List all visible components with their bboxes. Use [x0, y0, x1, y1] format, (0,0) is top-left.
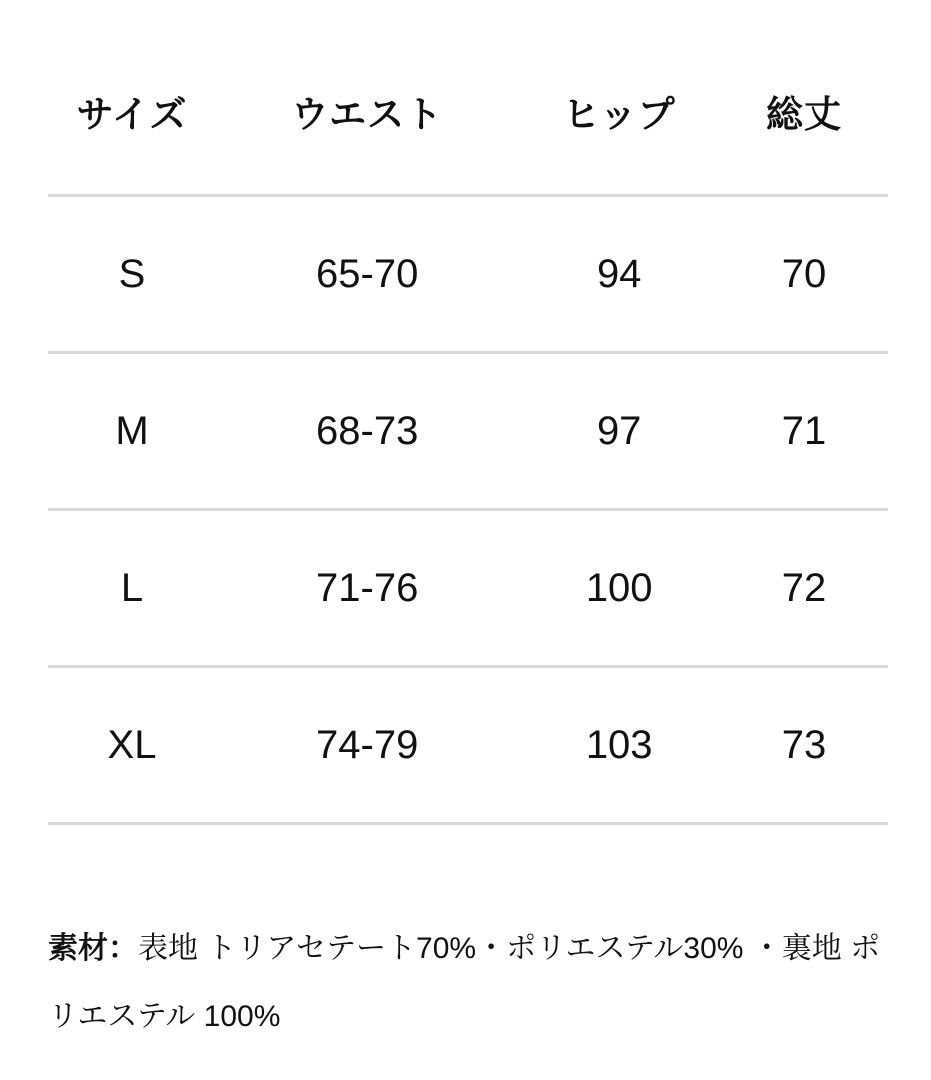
size-cell: S — [48, 196, 216, 353]
material-line-1 — [48, 915, 886, 983]
waist-cell: 71-76 — [216, 510, 518, 667]
length-cell: 73 — [720, 667, 888, 824]
material-line-2 — [48, 983, 886, 1051]
size-cell: M — [48, 353, 216, 510]
table-row-m — [48, 353, 888, 510]
column-header-waist: ウエスト — [216, 28, 518, 196]
table-row-s — [48, 196, 888, 353]
header-row — [48, 28, 888, 196]
material-label: 素材： — [48, 932, 138, 965]
length-cell: 72 — [720, 510, 888, 667]
waist-cell: 74-79 — [216, 667, 518, 824]
material-line-1-text: 表地 トリアセテート70%・ポリエステル30% ・裏地 ポ — [138, 932, 881, 965]
length-cell: 71 — [720, 353, 888, 510]
hip-cell: 97 — [518, 353, 720, 510]
material-info — [48, 915, 886, 1051]
column-header-length: 総丈 — [720, 28, 888, 196]
waist-cell: 65-70 — [216, 196, 518, 353]
size-chart-table — [48, 28, 888, 825]
hip-cell: 94 — [518, 196, 720, 353]
hip-cell: 103 — [518, 667, 720, 824]
material-line-2-text: リエステル 100% — [48, 1000, 281, 1033]
size-cell: L — [48, 510, 216, 667]
table-row-xl — [48, 667, 888, 824]
column-header-size: サイズ — [48, 28, 216, 196]
column-header-hip: ヒップ — [518, 28, 720, 196]
waist-cell: 68-73 — [216, 353, 518, 510]
table-row-l — [48, 510, 888, 667]
hip-cell: 100 — [518, 510, 720, 667]
size-cell: XL — [48, 667, 216, 824]
length-cell: 70 — [720, 196, 888, 353]
